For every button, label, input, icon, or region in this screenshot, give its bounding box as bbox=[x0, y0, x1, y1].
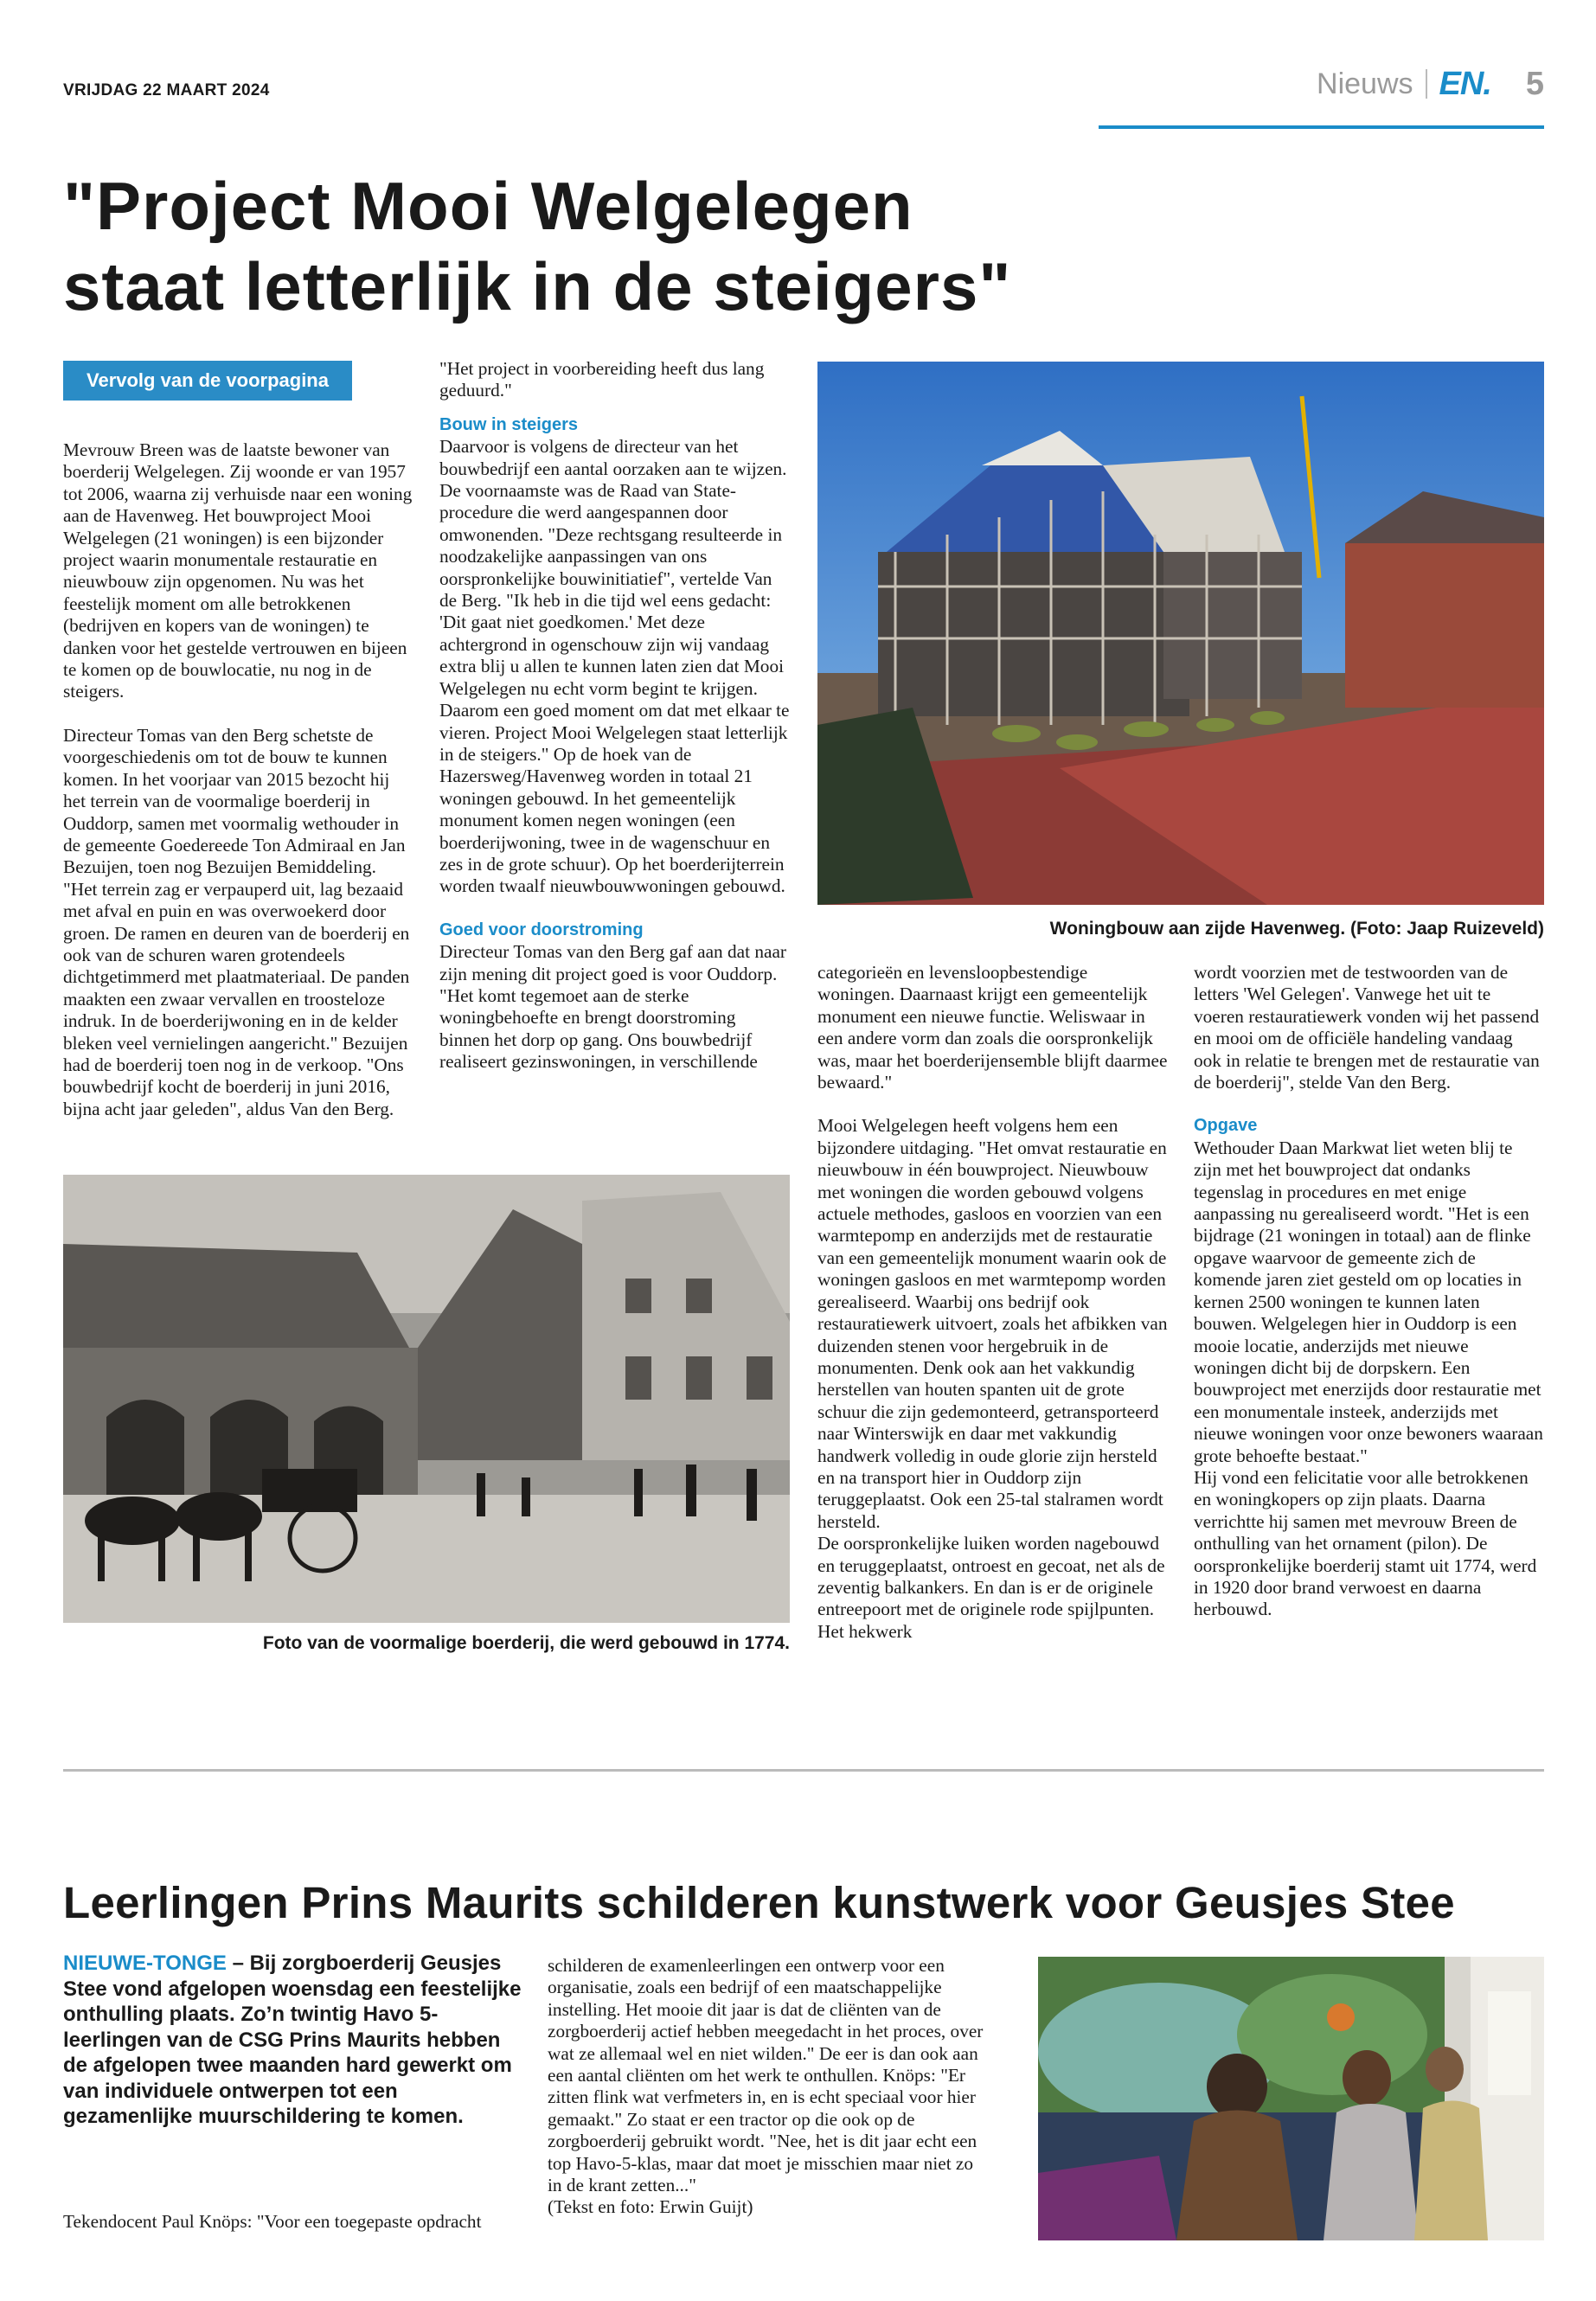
paragraph: Mooi Welgelegen heeft volgens hem een bijzondere uitdaging. "Het omvat restauratie en nieuwbouw in één bouwproject. Nieuwbouw met woningen die worden gebouwd volgens actuele methodes, gasloos en voorzien van een warmtepomp en anderzijds met de restauratie van een gemeentelijk monument waarin ook de woningen gasloos en met warmtepomp worden gerealiseerd. Waarbij ons bedrijf ook restauratiewerk uitvoert, zoals het afbikken van duizenden stenen voor hergebruik in de monumenten. Denk ook aan het vakkundig herstellen van houten spanten uit de grote schuur die zijn gedemonteerd, getransporteerd naar Winterswijk en daar met vakkundig handwerk volledig in oude glorie zijn hersteld en na transport hier in Ouddorp zijn teruggeplaatst. Ook een 25-tal stalramen wordt hersteld. bbox=[817, 1115, 1168, 1532]
subheading-opgave: Opgave bbox=[1194, 1116, 1258, 1136]
article-2-column-1 bbox=[63, 2211, 522, 2233]
section-name: Nieuws bbox=[1317, 67, 1413, 100]
historic-farm-photo-caption: Foto van de voormalige boerderij, die werd gebouwd in 1774. bbox=[262, 1633, 790, 1653]
construction-photo-caption: Woningbouw aan zijde Havenweg. (Foto: Jaap Ruizeveld) bbox=[1049, 919, 1544, 939]
paragraph: Directeur Tomas van den Berg gaf aan dat naar zijn mening dit project goed is voor Ouddorp. "Het komt tegemoet aan de sterke woningbehoefte en brengt doorstroming binnen het dorp op gang. Ons bouwbedrijf realiseert gezinswoningen, in verschillende bbox=[439, 941, 787, 1073]
header-divider bbox=[1426, 69, 1427, 99]
paragraph: "Het project in voorbereiding heeft dus lang geduurd." bbox=[439, 358, 765, 401]
mural-photo bbox=[1038, 1957, 1544, 2240]
article-headline bbox=[63, 166, 1188, 327]
article-column-4 bbox=[1194, 962, 1544, 1621]
article-column-2 bbox=[439, 358, 790, 1074]
lead-text: – Bij zorgboerderij Geusjes Stee vond afgelopen woensdag een feestelijke onthulling plaats. Zo’n twintig Havo 5-leerlingen van de CSG Prins Maurits hebben de afgelopen twee maanden hard gewerkt om van individuele ontwerpen tot een gezamenlijke muurschildering te komen. bbox=[63, 1952, 522, 2128]
paragraph: Daarom een goed moment om dat met elkaar te vieren. Project Mooi Welgelegen staat letterlijk in de steigers." Op de hoek van de Hazersweg/Havenweg worden in totaal 21 woningen gebouwd. In het gemeentelijk monument komen negen woningen (een boerderijwoning, twee in de wagenschuur en zes in de grote schuur). Op het boerderijterrein worden twaalf nieuwbouwwoningen gebouwd. bbox=[439, 700, 790, 897]
paragraph: Wethouder Daan Markwat liet weten blij te zijn met het bouwproject dat ondanks tegenslag in procedures en met enige aanpassing nu gerealiseerd wordt. "Het is een bijdrage (21 woningen in totaal) aan de flinke opgave waarvoor de gemeente zich de komende jaren ziet gesteld om op locaties in kernen 2500 woningen te kunnen laten bouwen. Welgelegen hier in Ouddorp is een mooie locatie, anderzijds met nieuwe woningen dicht bij de dorpskern. Een bouwproject met enerzijds door restauratie met een monumentale insteek, anderzijds met nieuwe woningen voor onze bewoners waaraan grote behoefte bestaat." bbox=[1194, 1137, 1543, 1466]
subheading-bouw-in-steigers: Bouw in steigers bbox=[439, 414, 579, 434]
article-2-column-2 bbox=[548, 1955, 984, 2219]
header-accent-line bbox=[1099, 125, 1544, 129]
article-divider bbox=[63, 1769, 1544, 1772]
article-column-1 bbox=[63, 439, 413, 1120]
paragraph: schilderen de examenleerlingen een ontwerp voor een organisatie, zoals een bedrijf of een maatschappelijke instelling. Het mooie dit jaar is dat de cliënten van de zorgboerderij actief hebben meegedacht in het proces, over wat ze allemaal wel en niet wilden." De eer is dan ook aan een aantal cliënten om het werk te onthullen. Knöps: "Er zitten flink wat verfmeters in, en is echt speciaal voor hier gemaakt." Zo staat er een tractor op die ook op de zorgboerderij gebruikt wordt. "Nee, het is dit jaar echt een top Havo-5-klas, maar dat moet je misschien maar niet zo in de krant zetten..." bbox=[548, 1955, 984, 2196]
issue-date: VRIJDAG 22 MAART 2024 bbox=[63, 81, 270, 99]
paragraph: categorieën en levensloopbestendige woningen. Daarnaast krijgt een gemeentelijk monument een nieuwe functie. Weliswaar in een andere vorm dan zoals die oorspronkelijk was, maar het boerderijensemble blijft daarmee bewaard." bbox=[817, 962, 1168, 1093]
subheading-goed-voor-doorstroming: Goed voor doorstroming bbox=[439, 920, 644, 939]
paragraph: Tekendocent Paul Knöps: "Voor een toegepaste opdracht bbox=[63, 2211, 482, 2232]
paragraph: De oorspronkelijke luiken worden nagebouwd en teruggeplaatst, ontroest en gecoat, net als de zeventig balkankers. En dan is er de originele entreepoort met de originele rode spijlpunten. Het hekwerk bbox=[817, 1533, 1165, 1642]
article-2-lead bbox=[63, 1951, 522, 2130]
page-number: 5 bbox=[1525, 65, 1544, 102]
paragraph: Directeur Tomas van den Berg schetste de voorgeschiedenis om tot de bouw te kunnen komen. In het voorjaar van 2015 bezocht hij het terrein van de voormalige boerderij in Ouddorp, samen met voormalig wethouder in de gemeente Goedereede Ton Admiraal en Jan Bezuijen, toen nog Bezuijen Bemiddeling. "Het terrein zag er verpauperd uit, lag bezaaid met afval en puin en was overwoekerd door groen. De ramen en deuren van de boerderij en ook van de schuren waren grotendeels dichtgetimmerd met plaatmateriaal. De panden maakten een zwaar vervallen en troosteloze indruk. In de boerderijwoning en in de kelder bleken veel vernielingen aangericht." Bezuijen had de boerderij toen nog in de verkoop. "Ons bouwbedrijf kocht de boerderij in juni 2016, bijna acht jaar geleden", aldus Van den Berg. bbox=[63, 724, 410, 1119]
paragraph: Mevrouw Breen was de laatste bewoner van boerderij Welgelegen. Zij woonde er van 1957 tot 2006, waarna zij verhuisde naar een woning aan de Havenweg. Het bouwproject Mooi Welgelegen (21 woningen) is een bijzonder project waarin monumentale restauratie en nieuwbouw zijn opgenomen. Nu was het feestelijk moment om alle betrokkenen (bedrijven en kopers van de woningen) te danken voor het gestelde vertrouwen en bijeen te komen op de bouwlocatie, nu nog in de steigers. bbox=[63, 439, 413, 702]
page-header bbox=[1317, 62, 1544, 106]
continuation-tag: Vervolg van de voorpagina bbox=[63, 361, 352, 401]
historic-farm-photo bbox=[63, 1175, 790, 1623]
article-column-3 bbox=[817, 962, 1168, 1643]
article-2-headline: Leerlingen Prins Maurits schilderen kunstwerk voor Geusjes Stee bbox=[63, 1878, 1455, 1927]
dateline-place: NIEUWE-TONGE bbox=[63, 1952, 227, 1975]
newspaper-logo: EN. bbox=[1439, 65, 1491, 102]
paragraph: Hij vond een felicitatie voor alle betrokkenen en woningkopers op zijn plaats. Daarna verrichtte hij samen met mevrouw Breen de onthulling van het ornament (pilon). De oorspronkelijke boerderij stamt uit 1774, werd in 1920 door brand verwoest en daarna herbouwd. bbox=[1194, 1466, 1537, 1620]
paragraph: wordt voorzien met de testwoorden van de letters 'Wel Gelegen'. Vanwege het uit te voeren restauratiewerk vonden wij het passend en mooi om de officiële handeling vandaag ook in relatie te brengen met de restauratie van de boerderij", stelde Van den Berg. bbox=[1194, 962, 1540, 1093]
construction-photo bbox=[817, 362, 1544, 905]
photo-credit: (Tekst en foto: Erwin Guijt) bbox=[548, 2196, 753, 2218]
headline-line-1: "Project Mooi Welgelegen bbox=[63, 168, 913, 244]
paragraph: Daarvoor is volgens de directeur van het bouwbedrijf een aantal oorzaken aan te wijzen. De voornaamste was de Raad van State-procedure die werd aangespannen door omwonenden. "Deze rechtsgang resulteerde in noodzakelijke aanpassingen van ons oorspronkelijke bouwinitiatief", vertelde Van de Berg. "Ik heb in die tijd wel eens gedacht: 'Dit gaat niet goedkomen.' Met deze achtergrond in ogenschouw zijn wij vandaag extra blij u allen te kunnen laten zien dat Mooi Welgelegen nu echt vorm begint te krijgen. bbox=[439, 436, 787, 699]
headline-line-2: staat letterlijk in de steigers" bbox=[63, 248, 1012, 324]
